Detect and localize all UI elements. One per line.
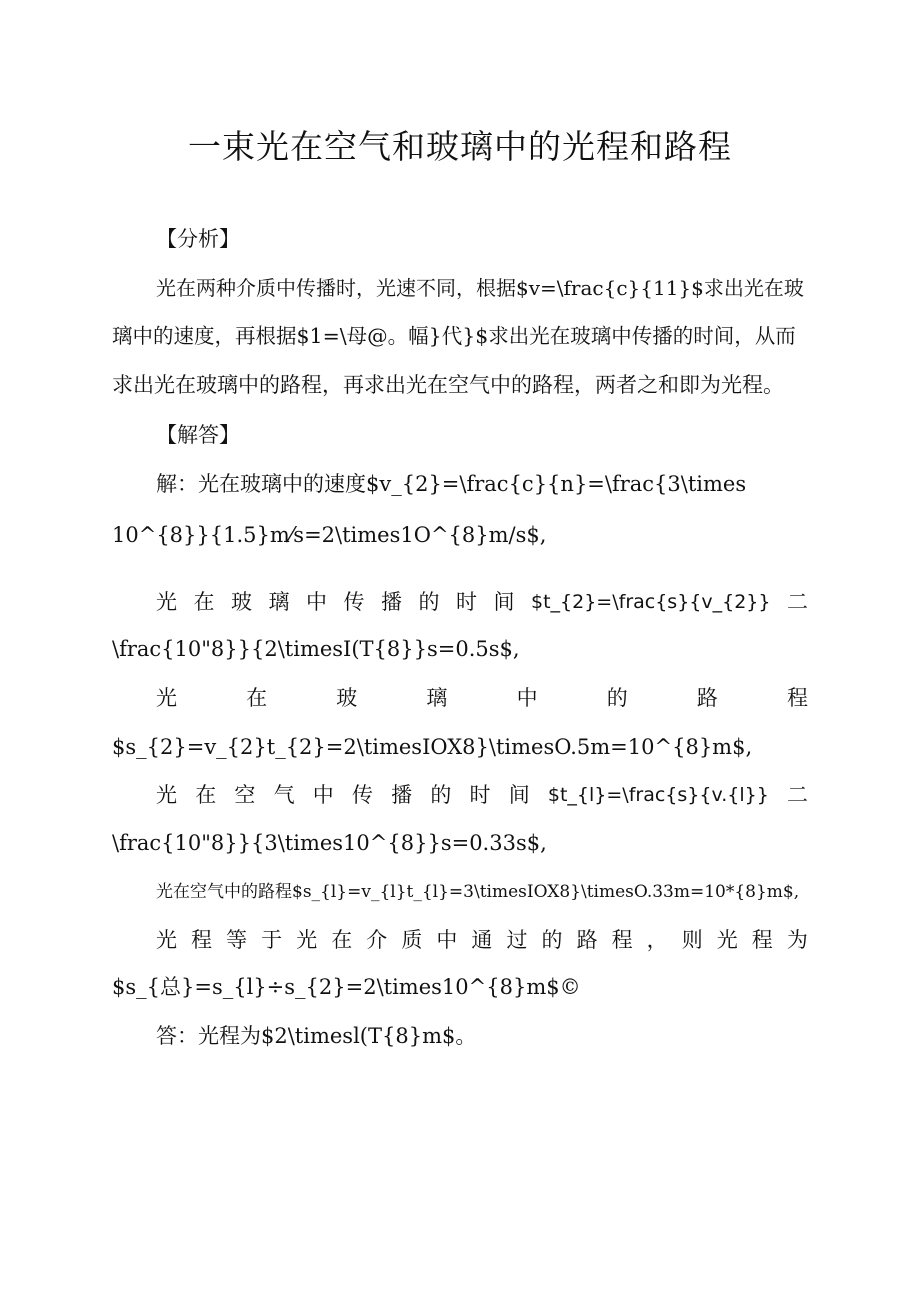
solution-line-justified	[156, 780, 808, 810]
char-cell: 在	[246, 686, 268, 710]
char-cell: 中	[306, 590, 327, 614]
char-cell: 玻	[231, 590, 252, 614]
char-cell: 程	[751, 928, 773, 952]
char-cell: 通	[471, 928, 493, 952]
char-cell: 播	[381, 590, 402, 614]
char-cell: 路	[696, 686, 718, 710]
char-cell: 中	[436, 928, 458, 952]
char-cell: 气	[273, 783, 295, 807]
solution-line: 10^{8}}{1.5}m⁄s=2\times1O^{8}m/s$,	[112, 523, 547, 547]
final-answer-line: 答：光程为$2\timesl(T{8}m$。	[156, 1024, 477, 1048]
analysis-line: 光在两种介质中传播时，光速不同，根据$v=\frac{c}{11}$求出光在玻	[156, 276, 804, 300]
char-cell: 的	[541, 928, 563, 952]
analysis-line: 璃中的速度，再根据$1=\母@。幅}代}$求出光在玻璃中传播的时间，从而	[112, 324, 796, 348]
solution-line: 光在空气中的路程$s_{l}=v_{l}t_{l}=3\timesIOX8}\timesO.33m=10*{8}m$,	[156, 882, 800, 902]
solution-line-justified	[156, 925, 808, 955]
char-cell: 中	[312, 783, 334, 807]
char-cell: 二	[786, 590, 808, 614]
char-cell: 璃	[268, 590, 290, 614]
char-cell: 璃	[426, 686, 448, 710]
char-cell: 光	[296, 928, 318, 952]
char-cell: 的	[418, 590, 440, 614]
char-cell: 质	[401, 928, 423, 952]
char-cell: 间	[493, 590, 515, 614]
solution-line-justified	[156, 683, 808, 713]
solution-line: \frac{10"8}}{3\times10^{8}}s=0.33s$,	[112, 831, 547, 855]
char-cell: 在	[195, 783, 217, 807]
solution-line: $s_{2}=v_{2}t_{2}=2\timesIOX8}\timesO.5m=10^{8}m$,	[112, 735, 753, 759]
char-cell: 等	[226, 928, 248, 952]
char-cell: 间	[508, 783, 530, 807]
char-cell: 程	[786, 686, 808, 710]
char-cell: 传	[351, 783, 373, 807]
analysis-line: 求出光在玻璃中的路程，再求出光在空气中的路程，两者之和即为光程。	[112, 373, 784, 397]
char-cell: 时	[469, 783, 491, 807]
char-cell: 程	[191, 928, 213, 952]
char-cell: 中	[516, 686, 538, 710]
char-cell: 光	[716, 928, 738, 952]
solution-line: $s_{总}=s_{l}÷s_{2}=2\times10^{8}m$©	[112, 975, 581, 999]
char-cell: 光	[156, 686, 177, 710]
char-cell: 为	[786, 928, 808, 952]
document-title: 一束光在空气和玻璃中的光程和路程	[188, 127, 732, 166]
char-cell: 光	[156, 590, 177, 614]
solution-line: \frac{10"8}}{2\timesI(T{8}}s=0.5s$,	[112, 637, 520, 661]
char-cell: 的	[430, 783, 452, 807]
char-cell: 在	[193, 590, 215, 614]
analysis-heading: 【分析】	[156, 227, 240, 251]
char-cell: 则	[681, 928, 703, 952]
answer-heading: 【解答】	[156, 423, 240, 447]
char-cell: 过	[506, 928, 528, 952]
char-cell: 的	[606, 686, 628, 710]
formula-segment: $t_{2}=\frac{s}{v_{2}}	[531, 591, 771, 613]
char-cell: 空	[234, 783, 256, 807]
solution-line-justified	[156, 587, 808, 617]
char-cell: 程	[611, 928, 633, 952]
char-cell: 光	[156, 783, 177, 807]
char-cell: 播	[391, 783, 413, 807]
solution-line: 解：光在玻璃中的速度$v_{2}=\frac{c}{n}=\frac{3\times	[156, 472, 747, 496]
char-cell: 路	[576, 928, 598, 952]
char-cell: 传	[343, 590, 365, 614]
char-cell: 玻	[336, 686, 358, 710]
char-cell: 在	[331, 928, 353, 952]
char-cell: 时	[456, 590, 477, 614]
char-cell: 介	[366, 928, 388, 952]
formula-segment: $t_{l}=\frac{s}{v.{l}}	[547, 784, 769, 806]
char-cell: 于	[261, 928, 283, 952]
char-cell: ，	[646, 928, 668, 952]
char-cell: 光	[156, 928, 177, 952]
char-cell: 二	[786, 783, 808, 807]
